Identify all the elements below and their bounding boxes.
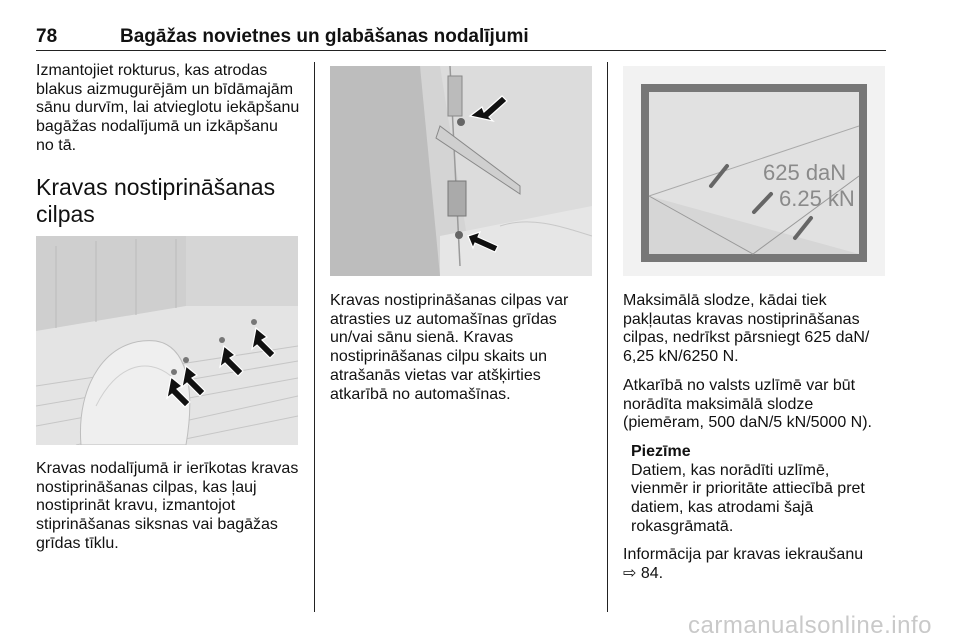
section-heading-line1: Kravas nostiprināšanas <box>36 173 276 200</box>
section-heading-line2: cilpas <box>36 200 95 227</box>
label-dan: 625 daN <box>763 160 847 185</box>
section-heading <box>36 174 300 228</box>
header-divider <box>36 50 886 51</box>
note-block <box>623 443 885 537</box>
loading-info-paragraph <box>623 546 885 583</box>
figure-2-caption: Kravas nostiprināšanas cilpas var atrasties uz automašīnas grīdas un/vai sānu sienā. Kravas nostiprināšanas cilpu skaits un atrašanās vietas var atšķirties atkarībā no automašīnas. <box>330 292 569 403</box>
country-label-paragraph: Atkarībā no valsts uzlīmē var būt norādīta maksimālā slodze (piemēram, 500 daN/5 kN/5000 N). <box>623 376 872 432</box>
watermark: carmanualsonline.info <box>688 612 932 639</box>
cargo-floor-illustration <box>36 236 298 445</box>
column-divider-2 <box>607 62 608 612</box>
label-kn: 6.25 kN <box>779 186 855 211</box>
cross-reference-link[interactable]: ⇨ 84. <box>623 565 664 583</box>
figure-1-caption: Kravas nodalījumā ir ierīkotas kravas nostiprināšanas cilpas, kas ļauj nostiprināt kravu, izmantojot stiprināšanas siksnas vai bagāžas grīdas tīklu. <box>36 460 299 552</box>
intro-paragraph: Izmantojiet rokturus, kas atrodas blakus aizmugurējām un bīdāmajām sānu durvīm, lai atvieglotu iekāpšanu bagāžas nodalījumā un izkāpšanu no tā. <box>36 62 300 154</box>
note-title: Piezīme <box>631 442 691 460</box>
loading-info-text: Informācija par kravas iekraušanu <box>623 546 864 564</box>
column-1 <box>36 62 300 228</box>
load-label-illustration <box>623 66 885 276</box>
side-wall-illustration <box>330 66 592 276</box>
page-number: 78 <box>36 26 58 47</box>
chapter-title: Bagāžas novietnes un glabāšanas nodalījumi <box>120 26 529 47</box>
column-divider-1 <box>314 62 315 612</box>
note-text: Datiem, kas norādīti uzlīmē, vienmēr ir prioritāte attiecībā pret datiem, kas atrodami šajā rokasgrāmatā. <box>631 461 865 535</box>
max-load-paragraph: Maksimālā slodze, kādai tiek pakļautas kravas nostiprināšanas cilpas, nedrīkst pārsniegt 625 daN/ 6,25 kN/6250 N. <box>623 292 870 366</box>
page-header <box>36 26 886 50</box>
column-3-text <box>623 292 885 584</box>
